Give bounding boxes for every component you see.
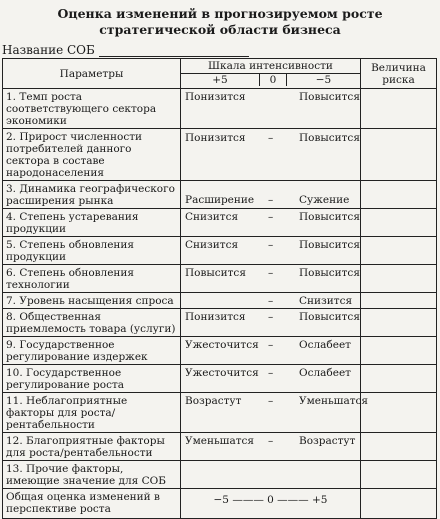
- row-scale: [181, 209, 361, 237]
- title-line-2: стратегической области бизнеса: [99, 22, 341, 37]
- document-title: [0, 6, 440, 38]
- row-parameter: 11. Неблагоприятные факторы для роста/рентабельности: [3, 393, 181, 433]
- row-parameter: Общая оценка изменений в перспективе роста: [3, 489, 181, 519]
- header-scale: Шкала интенсивности: [181, 59, 361, 74]
- row-scale: [181, 181, 361, 209]
- row-parameter: 13. Прочие факторы, имеющие значение для СОБ: [3, 461, 181, 489]
- row-scale-positive: Ужесточится: [185, 339, 259, 351]
- row-parameter: 1. Темп роста соответствующего сектора экономики: [3, 89, 181, 129]
- row-scale-positive: Снизится: [185, 239, 239, 251]
- table-row: [3, 337, 437, 365]
- scale-minus5: −5: [315, 74, 332, 86]
- row-scale-positive: Понизится: [185, 311, 246, 323]
- table-row: [3, 365, 437, 393]
- scale-plus5: +5: [181, 74, 260, 86]
- row-scale-positive: Понизится: [185, 132, 246, 144]
- scale-zero: 0: [260, 74, 287, 86]
- row-scale-negative: Ослабеет: [299, 339, 351, 351]
- row-scale-positive: Возрастут: [185, 395, 242, 407]
- row-risk-value: [361, 433, 437, 461]
- row-scale-negative: Уменьшатся: [299, 395, 369, 407]
- row-scale-neutral: –: [268, 194, 274, 206]
- sob-label: Название СОБ: [2, 43, 95, 57]
- sob-name-field: [2, 43, 249, 57]
- table-row: [3, 309, 437, 337]
- row-scale-neutral: –: [268, 435, 274, 447]
- header-risk-value: Величина риска: [361, 59, 437, 89]
- table-row: [3, 393, 437, 433]
- row-scale: [181, 461, 361, 489]
- row-scale-negative: Повысится: [299, 132, 360, 144]
- table-row: [3, 461, 437, 489]
- row-risk-value: [361, 309, 437, 337]
- row-risk-value: [361, 393, 437, 433]
- row-risk-value: [361, 365, 437, 393]
- row-scale-neutral: –: [268, 367, 274, 379]
- sob-name-blank: [99, 45, 249, 57]
- row-scale: [181, 129, 361, 181]
- row-parameter: 12. Благоприятные факторы для роста/рентабельности: [3, 433, 181, 461]
- table-row: [3, 89, 437, 129]
- row-risk-value: [361, 293, 437, 309]
- row-scale-negative: Повысится: [299, 311, 360, 323]
- row-scale: [181, 293, 361, 309]
- row-parameter: 5. Степень обновления продукции: [3, 237, 181, 265]
- row-scale-positive: Ужесточится: [185, 367, 259, 379]
- risk-table: [2, 58, 437, 519]
- row-scale-positive: Повысится: [185, 267, 246, 279]
- row-scale-positive: Понизится: [185, 91, 246, 103]
- title-line-1: Оценка изменений в прогнозируемом росте: [57, 6, 383, 21]
- row-risk-value: [361, 129, 437, 181]
- row-parameter: 2. Прирост численности потребителей данного сектора в составе народонаселения: [3, 129, 181, 181]
- row-scale-negative: Повысится: [299, 239, 360, 251]
- row-scale-neutral: –: [268, 239, 274, 251]
- row-scale: [181, 433, 361, 461]
- row-scale-neutral: –: [268, 295, 274, 307]
- row-scale-negative: Снизится: [299, 295, 353, 307]
- row-scale: [181, 365, 361, 393]
- row-risk-value: [361, 489, 437, 519]
- row-scale-positive: Снизится: [185, 211, 239, 223]
- row-scale: [181, 89, 361, 129]
- row-parameter: 10. Государственное регулирование роста: [3, 365, 181, 393]
- table-row: [3, 433, 437, 461]
- row-scale-negative: Повысится: [299, 91, 360, 103]
- row-risk-value: [361, 181, 437, 209]
- row-risk-value: [361, 461, 437, 489]
- table-row: [3, 181, 437, 209]
- table-row: [3, 293, 437, 309]
- table-row: [3, 237, 437, 265]
- row-scale-positive: Уменьшатся: [185, 435, 255, 447]
- row-scale: [181, 309, 361, 337]
- row-parameter: 7. Уровень насыщения спроса: [3, 293, 181, 309]
- table-row: [3, 489, 437, 519]
- row-parameter: 4. Степень устаревания продукции: [3, 209, 181, 237]
- row-scale-neutral: –: [268, 132, 274, 144]
- row-risk-value: [361, 337, 437, 365]
- row-risk-value: [361, 89, 437, 129]
- scale-subheader: [181, 74, 361, 89]
- row-parameter: 3. Динамика географического расширения рынка: [3, 181, 181, 209]
- row-scale: −5 ——— 0 ——— +5: [181, 489, 361, 519]
- row-scale-neutral: –: [268, 311, 274, 323]
- row-scale-positive: Расширение: [185, 194, 255, 206]
- row-risk-value: [361, 265, 437, 293]
- row-scale-negative: Ослабеет: [299, 367, 351, 379]
- row-scale: [181, 237, 361, 265]
- table-row: [3, 265, 437, 293]
- table-row: [3, 129, 437, 181]
- row-scale-negative: Повысится: [299, 267, 360, 279]
- table-row: [3, 209, 437, 237]
- row-scale-neutral: –: [268, 267, 274, 279]
- row-scale: [181, 393, 369, 433]
- header-params: Параметры: [3, 59, 181, 89]
- row-scale-negative: Сужение: [299, 194, 350, 206]
- row-scale: [181, 337, 361, 365]
- row-scale-neutral: –: [268, 339, 274, 351]
- row-parameter: 9. Государственное регулирование издержек: [3, 337, 181, 365]
- row-risk-value: [361, 237, 437, 265]
- row-parameter: 6. Степень обновления технологии: [3, 265, 181, 293]
- row-scale-negative: Повысится: [299, 211, 360, 223]
- row-scale-neutral: –: [268, 211, 274, 223]
- row-scale-neutral: –: [268, 395, 274, 407]
- row-scale: [181, 265, 361, 293]
- row-parameter: 8. Общественная приемлемость товара (услуги): [3, 309, 181, 337]
- row-scale-negative: Возрастут: [299, 435, 356, 447]
- row-risk-value: [361, 209, 437, 237]
